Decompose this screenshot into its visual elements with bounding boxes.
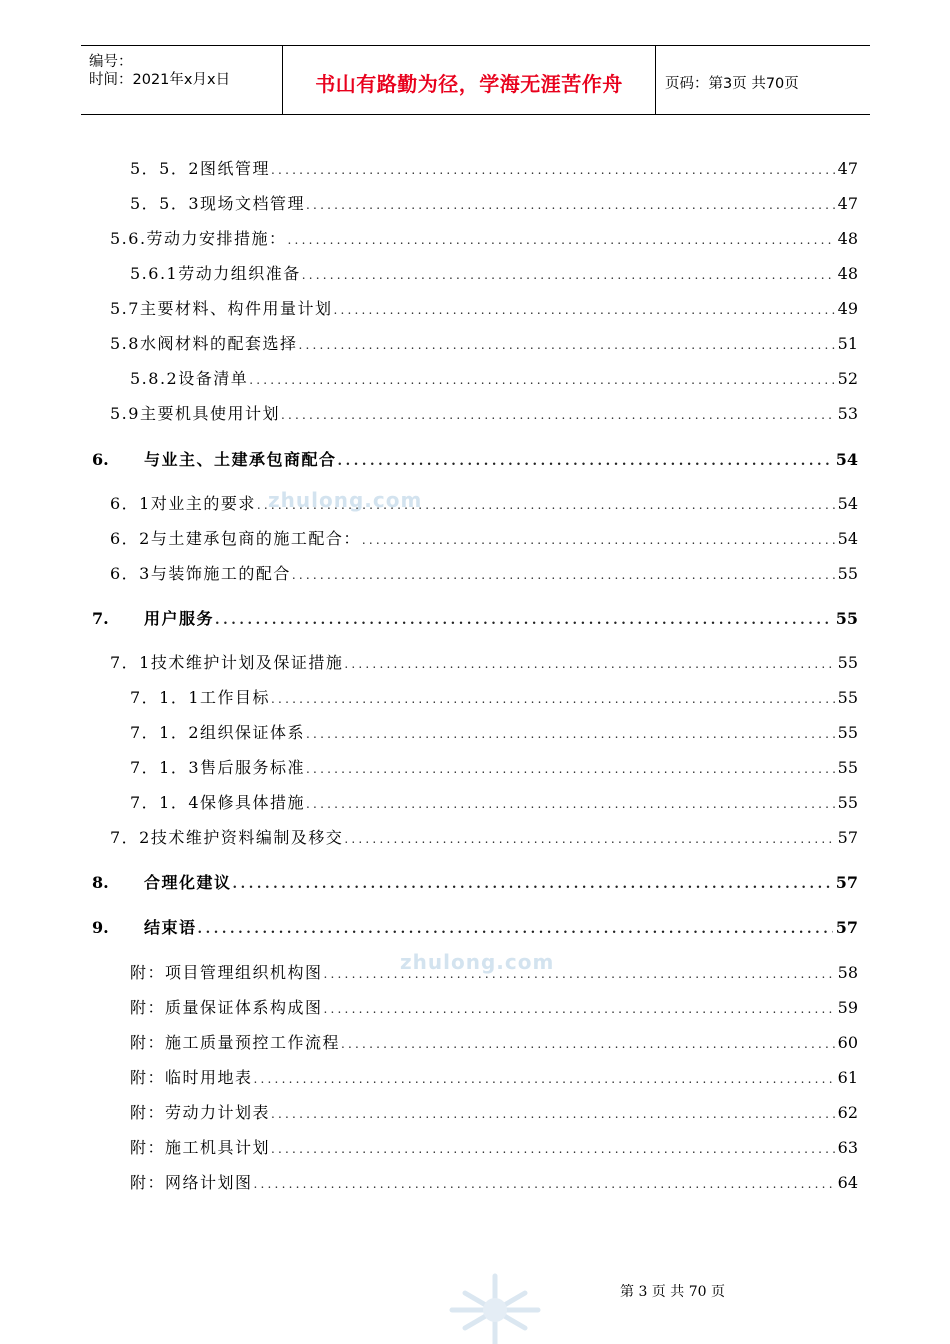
toc-leader-dots — [233, 873, 833, 897]
toc-leader-dots — [254, 1172, 835, 1196]
toc-appendix[interactable] — [130, 1136, 858, 1160]
toc-entry-label: 7．1．3售后服务标准 — [130, 758, 306, 777]
toc-entry-label: 7．1．4保修具体措施 — [130, 793, 306, 812]
toc-chapter-page: 57 — [835, 918, 858, 937]
toc-leader-dots — [306, 193, 835, 217]
toc-leader-dots — [324, 962, 835, 986]
toc-entry-page: 52 — [837, 369, 858, 388]
toc-leader-dots — [215, 609, 833, 633]
toc-entry-label: 7．1技术维护计划及保证措施 — [110, 653, 344, 672]
toc-entry-label: 6．2与土建承包商的施工配合： — [110, 529, 361, 548]
toc-leader-dots — [333, 298, 834, 322]
toc-entry-page: 47 — [837, 159, 858, 178]
header-motto: 书山有路勤为径，学海无涯苦作舟 — [315, 72, 623, 96]
toc-leader-dots — [298, 333, 834, 357]
toc-chapter-number: 9. — [92, 918, 109, 937]
toc-entry-page: 53 — [837, 404, 858, 423]
toc-chapter[interactable] — [92, 607, 858, 631]
toc-appendix-page: 62 — [837, 1103, 858, 1122]
toc-entry-page: 55 — [837, 564, 858, 583]
toc-entry-label: 5．5．3现场文档管理 — [130, 194, 306, 213]
toc-entry[interactable] — [110, 227, 858, 251]
toc-chapter-number: 7. — [92, 609, 109, 628]
toc-chapter-label: 与业主、土建承包商配合 — [144, 450, 337, 469]
toc-leader-dots — [249, 368, 834, 392]
toc-leader-dots — [292, 563, 835, 587]
toc-appendix[interactable] — [130, 961, 858, 985]
toc-leader-dots — [324, 997, 835, 1021]
toc-entry-label: 6．3与装饰施工的配合 — [110, 564, 291, 583]
toc-leader-dots — [341, 1032, 835, 1056]
watermark: zhulong.com — [268, 488, 423, 512]
toc-appendix[interactable] — [130, 1101, 858, 1125]
toc-appendix[interactable] — [130, 996, 858, 1020]
toc-appendix-label: 附：质量保证体系构成图 — [130, 998, 323, 1017]
toc-leader-dots — [344, 827, 834, 851]
toc-chapter-number: 6. — [92, 450, 109, 469]
toc-leader-dots — [198, 918, 833, 942]
toc-entry-label: 5.9主要机具使用计划 — [110, 404, 280, 423]
toc-entry-page: 49 — [837, 299, 858, 318]
toc-appendix[interactable] — [130, 1171, 858, 1195]
toc-chapter[interactable] — [92, 871, 858, 895]
toc-leader-dots — [362, 528, 835, 552]
toc-entry[interactable] — [130, 192, 858, 216]
toc-entry-label: 5.8.2设备清单 — [130, 369, 249, 388]
toc-appendix[interactable] — [130, 1031, 858, 1055]
toc-leader-dots — [306, 792, 835, 816]
toc-entry-label: 7．1．2组织保证体系 — [130, 723, 306, 742]
toc-leader-dots — [271, 687, 835, 711]
toc-leader-dots — [338, 450, 833, 474]
toc-entry[interactable] — [110, 651, 858, 675]
toc-appendix-label: 附：施工质量预控工作流程 — [130, 1033, 341, 1052]
toc-entry-page: 55 — [837, 723, 858, 742]
toc-appendix-page: 58 — [837, 963, 858, 982]
toc-entry[interactable] — [110, 527, 858, 551]
toc-appendix-page: 60 — [837, 1033, 858, 1052]
toc-chapter[interactable] — [92, 916, 858, 940]
toc-entry-page: 55 — [837, 793, 858, 812]
toc-entry-label: 6．1对业主的要求 — [110, 494, 256, 513]
toc-entry-page: 55 — [837, 653, 858, 672]
toc-entry[interactable] — [130, 367, 858, 391]
toc-entry-label: 5.8水阀材料的配套选择 — [110, 334, 298, 353]
toc-appendix-page: 64 — [837, 1173, 858, 1192]
toc-entry[interactable] — [130, 262, 858, 286]
serial-label: 编号： — [89, 54, 133, 70]
toc-entry[interactable] — [130, 721, 858, 745]
toc-entry-page: 57 — [837, 828, 858, 847]
toc-entry-label: 5．5．2图纸管理 — [130, 159, 271, 178]
toc-entry-page: 55 — [837, 758, 858, 777]
toc-entry[interactable] — [110, 826, 858, 850]
toc-appendix-label: 附：网络计划图 — [130, 1173, 253, 1192]
toc-entry-page: 48 — [837, 264, 858, 283]
toc-appendix-label: 附：劳动力计划表 — [130, 1103, 271, 1122]
toc-entry-page: 54 — [837, 494, 858, 513]
toc-entry[interactable] — [110, 492, 858, 516]
toc-chapter-label: 用户服务 — [144, 609, 215, 628]
toc-appendix-page: 61 — [837, 1068, 858, 1087]
toc-entry-label: 7．2技术维护资料编制及移交 — [110, 828, 344, 847]
toc-leader-dots — [344, 652, 834, 676]
toc-chapter-label: 合理化建议 — [144, 873, 232, 892]
toc-chapter-page: 54 — [835, 450, 858, 469]
toc-chapter[interactable] — [92, 448, 858, 472]
toc-leader-dots — [257, 493, 835, 517]
toc-appendix-page: 63 — [837, 1138, 858, 1157]
toc-leader-dots — [271, 1137, 835, 1161]
toc-appendix[interactable] — [130, 1066, 858, 1090]
toc-entry[interactable] — [110, 402, 858, 426]
date-label: 时间：2021年x月x日 — [89, 72, 231, 88]
toc-entry-label: 5.6.1劳动力组织准备 — [130, 264, 301, 283]
toc-appendix-label: 附：项目管理组织机构图 — [130, 963, 323, 982]
header-page-number: 页码：第3页 共70页 — [665, 76, 799, 92]
toc-entry[interactable] — [130, 686, 858, 710]
toc-leader-dots — [306, 722, 835, 746]
toc-chapter-page: 55 — [835, 609, 858, 628]
snowflake-logo-icon — [440, 1268, 550, 1344]
toc-entry-page: 51 — [837, 334, 858, 353]
toc-appendix-page: 59 — [837, 998, 858, 1017]
toc-leader-dots — [271, 158, 835, 182]
toc-entry-label: 7．1．1工作目标 — [130, 688, 271, 707]
toc-entry[interactable] — [130, 756, 858, 780]
page-footer: 第 3 页 共 70 页 — [620, 1284, 725, 1300]
toc-entry-page: 55 — [837, 688, 858, 707]
toc-entry-label: 5.7主要材料、构件用量计划 — [110, 299, 333, 318]
toc-leader-dots — [288, 228, 835, 252]
toc-leader-dots — [302, 263, 835, 287]
toc-appendix-label: 附：临时用地表 — [130, 1068, 253, 1087]
toc-leader-dots — [254, 1067, 835, 1091]
toc-entry[interactable] — [130, 791, 858, 815]
toc-entry[interactable] — [110, 332, 858, 356]
toc-leader-dots — [306, 757, 835, 781]
toc-appendix-label: 附：施工机具计划 — [130, 1138, 271, 1157]
toc-chapter-label: 结束语 — [144, 918, 197, 937]
toc-entry-page: 48 — [837, 229, 858, 248]
toc-leader-dots — [281, 403, 835, 427]
toc-chapter-page: 57 — [835, 873, 858, 892]
toc-entry[interactable] — [130, 157, 858, 181]
watermark: zhulong.com — [400, 950, 555, 974]
toc-entry-page: 54 — [837, 529, 858, 548]
toc-entry[interactable] — [110, 562, 858, 586]
toc-entry-label: 5.6.劳动力安排措施： — [110, 229, 287, 248]
toc-leader-dots — [271, 1102, 835, 1126]
toc-entry-page: 47 — [837, 194, 858, 213]
toc-entry[interactable] — [110, 297, 858, 321]
toc-chapter-number: 8. — [92, 873, 109, 892]
